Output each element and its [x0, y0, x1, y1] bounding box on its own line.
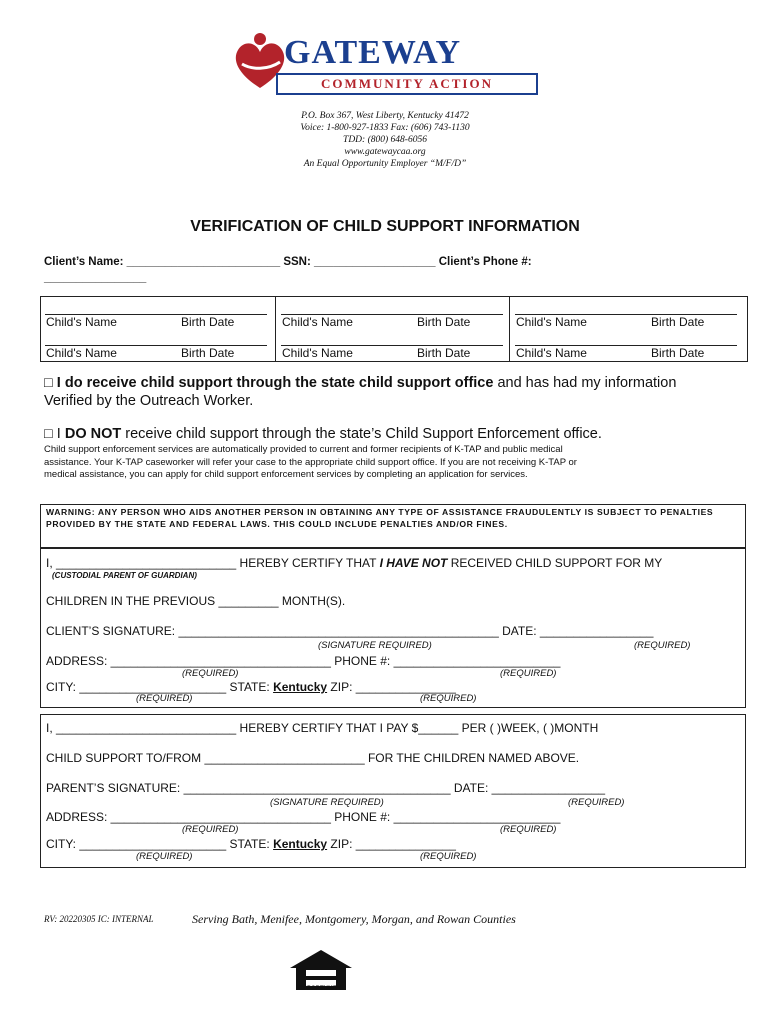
zip-post: ZIP: _______________: [327, 837, 456, 851]
signature-required-note: (SIGNATURE REQUIRED): [318, 640, 432, 651]
address-required-note: (REQUIRED): [182, 668, 239, 679]
birth-date-label: Birth Date: [181, 346, 235, 360]
state-value: Kentucky: [273, 680, 328, 694]
option-receive-line2: Verified by the Outreach Worker.: [44, 393, 254, 409]
city-required-note: (REQUIRED): [136, 851, 193, 862]
zip-required-note: (REQUIRED): [420, 693, 477, 704]
revision-code: RV: 20220305 IC: INTERNAL: [44, 914, 154, 924]
birth-date-label: Birth Date: [181, 315, 235, 329]
client-signature-line[interactable]: CLIENT’S SIGNATURE: ________________________________________________ DATE: _________________: [46, 624, 654, 638]
signature-required-note: (SIGNATURE REQUIRED): [270, 797, 384, 808]
equal-housing-label: OPPORTUNITY: [298, 986, 342, 992]
date-required-note: (REQUIRED): [634, 640, 691, 651]
state-value: Kentucky: [273, 837, 328, 851]
city-required-note: (REQUIRED): [136, 693, 193, 704]
option-not-receive-pre: □ I: [44, 426, 65, 442]
address-line[interactable]: ADDRESS: _________________________________ PHONE #: _________________________: [46, 654, 561, 668]
city-pre: CITY: ______________________ STATE:: [46, 837, 274, 851]
children-column-1: [41, 297, 276, 361]
zip-required-note: (REQUIRED): [420, 851, 477, 862]
certify-pre: I, ___________________________ HEREBY CERTIFY THAT: [46, 556, 380, 570]
website-line: www.gatewaycaa.org: [344, 147, 426, 157]
phone-required-note: (REQUIRED): [500, 668, 557, 679]
birth-date-label: Birth Date: [651, 315, 705, 329]
children-column-3: [509, 297, 745, 361]
birth-date-label: Birth Date: [651, 346, 705, 360]
option-not-receive-line[interactable]: [44, 426, 602, 442]
option-receive-bold: □ I do receive child support through the state child support office: [44, 375, 494, 391]
page-title: VERIFICATION OF CHILD SUPPORT INFORMATION: [190, 218, 580, 235]
serving-counties: Serving Bath, Menifee, Montgomery, Morgan, and Rowan Counties: [192, 912, 516, 926]
city-state-zip-line[interactable]: [46, 837, 456, 851]
address-required-note: (REQUIRED): [182, 824, 239, 835]
child-name-label: Child's Name: [282, 346, 353, 360]
child-name-label: Child's Name: [46, 315, 117, 329]
date-required-note: (REQUIRED): [568, 797, 625, 808]
paragraph-line: Child support enforcement services are automatically provided to current and former recipients of K-TAP and public medical: [44, 444, 563, 455]
eoe-line: An Equal Opportunity Employer “M/F/D”: [303, 159, 467, 169]
option-receive-rest: and has had my information: [493, 375, 677, 391]
children-table: [40, 296, 748, 362]
paragraph-line: medical assistance, you can apply for child support enforcement services by completing an application for services.: [44, 469, 528, 480]
certify-post: RECEIVED CHILD SUPPORT FOR MY: [447, 556, 663, 570]
custodial-parent-note: (CUSTODIAL PARENT OF GUARDIAN): [52, 571, 197, 580]
parent-signature-line[interactable]: PARENT’S SIGNATURE: ________________________________________ DATE: _________________: [46, 781, 606, 795]
child-name-label: Child's Name: [282, 315, 353, 329]
children-previous-months: CHILDREN IN THE PREVIOUS _________ MONTH(S).: [46, 594, 346, 608]
certify-bold: I HAVE NOT: [379, 556, 448, 570]
fraud-warning-box: WARNING: ANY PERSON WHO AIDS ANOTHER PERSON IN OBTAINING ANY TYPE OF ASSISTANCE FRAUDULENTLY IS SUBJECT TO PENALTIES PROVIDED BY THE STATE AND FEDERAL LAWS. THIS COULD INCLUDE PENALTIES AND/OR FINES.: [40, 504, 746, 548]
tdd-line: TDD: (800) 648-6056: [343, 135, 427, 145]
zip-post: ZIP: _______________: [327, 680, 456, 694]
paragraph-line: assistance. Your K-TAP caseworker will refer your case to the appropriate child support office. If you are not receiving K-TAP or: [44, 456, 577, 468]
enforcement-paragraph: [44, 444, 734, 482]
client-phone-blank: ________________: [44, 272, 147, 284]
children-column-2: [275, 297, 510, 361]
city-pre: CITY: ______________________ STATE:: [46, 680, 274, 694]
certify-line-1: [46, 556, 662, 570]
phone-line: Voice: 1-800-927-1833 Fax: (606) 743-1130: [300, 123, 470, 133]
city-state-zip-line[interactable]: [46, 680, 456, 694]
logo-wordmark: GATEWAY: [284, 34, 462, 71]
child-name-label: Child's Name: [516, 346, 587, 360]
child-name-label: Child's Name: [46, 346, 117, 360]
birth-date-label: Birth Date: [417, 346, 471, 360]
child-name-label: Child's Name: [516, 315, 587, 329]
logo-subtitle: COMMUNITY ACTION: [276, 73, 538, 95]
option-receive-line[interactable]: [44, 375, 676, 391]
phone-required-note: (REQUIRED): [500, 824, 557, 835]
address-line-1: P.O. Box 367, West Liberty, Kentucky 41472: [301, 111, 469, 121]
option-not-receive-rest: receive child support through the state’s Child Support Enforcement office.: [121, 426, 602, 442]
option-not-receive-bold: DO NOT: [64, 426, 122, 442]
client-info-line: Client’s Name: ________________________ SSN: ___________________ Client’s Phone #:: [44, 256, 532, 268]
birth-date-label: Birth Date: [417, 315, 471, 329]
certify-pay-line[interactable]: I, ___________________________ HEREBY CERTIFY THAT I PAY $______ PER ( )WEEK, ( )MONTH: [46, 721, 599, 735]
child-support-to-from-line[interactable]: CHILD SUPPORT TO/FROM ________________________ FOR THE CHILDREN NAMED ABOVE.: [46, 751, 580, 765]
address-line[interactable]: ADDRESS: _________________________________ PHONE #: _________________________: [46, 810, 561, 824]
